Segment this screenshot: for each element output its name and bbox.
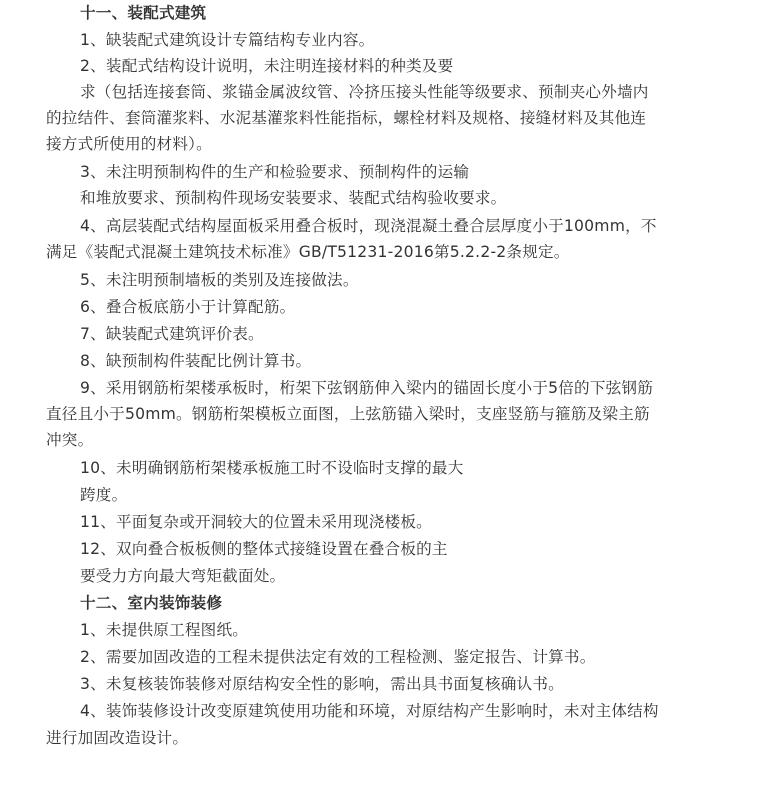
paragraph-line: 4、装饰装修设计改变原建筑使用功能和环境，对原结构产生影响时，未对主体结构 xyxy=(80,702,659,720)
paragraph-line: 4、高层装配式结构屋面板采用叠合板时，现浇混凝土叠合层厚度小于100mm，不 xyxy=(80,217,657,235)
paragraph-line: 7、缺装配式建筑评价表。 xyxy=(80,325,264,343)
paragraph-line: 的拉结件、套筒灌浆料、水泥基灌浆料性能指标，螺栓材料及规格、接缝材料及其他连 xyxy=(46,109,647,127)
paragraph-line: 3、未注明预制构件的生产和检验要求、预制构件的运输 xyxy=(80,163,470,181)
paragraph-line: 3、未复核装饰装修对原结构安全性的影响，需出具书面复核确认书。 xyxy=(80,675,564,693)
paragraph-line: 要受力方向最大弯矩截面处。 xyxy=(80,567,286,585)
paragraph-line: 12、双向叠合板板侧的整体式接缝设置在叠合板的主 xyxy=(80,540,448,558)
paragraph-line: 冲突。 xyxy=(46,431,94,449)
paragraph-line: 接方式所使用的材料）。 xyxy=(46,135,212,153)
paragraph-line: 直径且小于50mm。钢筋桁架模板立面图，上弦筋锚入梁时，支座竖筋与箍筋及梁主筋 xyxy=(46,405,650,423)
paragraph-line: 5、未注明预制墙板的类别及连接做法。 xyxy=(80,271,359,289)
paragraph-line: 满足《装配式混凝土建筑技术标准》GB/T51231-2016第5.2.2-2条规定。 xyxy=(46,243,570,261)
paragraph-line: 10、未明确钢筋桁架楼承板施工时不设临时支撑的最大 xyxy=(80,459,464,477)
paragraph-line: 9、采用钢筋桁架楼承板时，桁架下弦钢筋伸入梁内的锚固长度小于5倍的下弦钢筋 xyxy=(80,379,654,397)
paragraph-line: 跨度。 xyxy=(80,486,128,504)
paragraph-line: 1、缺装配式建筑设计专篇结构专业内容。 xyxy=(80,31,375,49)
paragraph-line: 2、装配式结构设计说明，未注明连接材料的种类及要 xyxy=(80,57,454,75)
paragraph-line: 求（包括连接套筒、浆锚金属波纹管、冷挤压接头性能等级要求、预制夹心外墙内 xyxy=(80,83,649,101)
paragraph-line: 6、叠合板底筋小于计算配筋。 xyxy=(80,298,296,316)
paragraph-line: 8、缺预制构件装配比例计算书。 xyxy=(80,352,312,370)
paragraph-line: 2、需要加固改造的工程未提供法定有效的工程检测、鉴定报告、计算书。 xyxy=(80,648,596,666)
paragraph-line: 和堆放要求、预制构件现场安装要求、装配式结构验收要求。 xyxy=(80,189,507,207)
paragraph-line: 11、平面复杂或开洞较大的位置未采用现浇楼板。 xyxy=(80,513,432,531)
section-heading-12: 十二、室内装饰装修 xyxy=(80,594,223,612)
section-heading-11: 十一、装配式建筑 xyxy=(80,4,207,22)
paragraph-line: 1、未提供原工程图纸。 xyxy=(80,621,249,639)
paragraph-line: 进行加固改造设计。 xyxy=(46,729,189,747)
